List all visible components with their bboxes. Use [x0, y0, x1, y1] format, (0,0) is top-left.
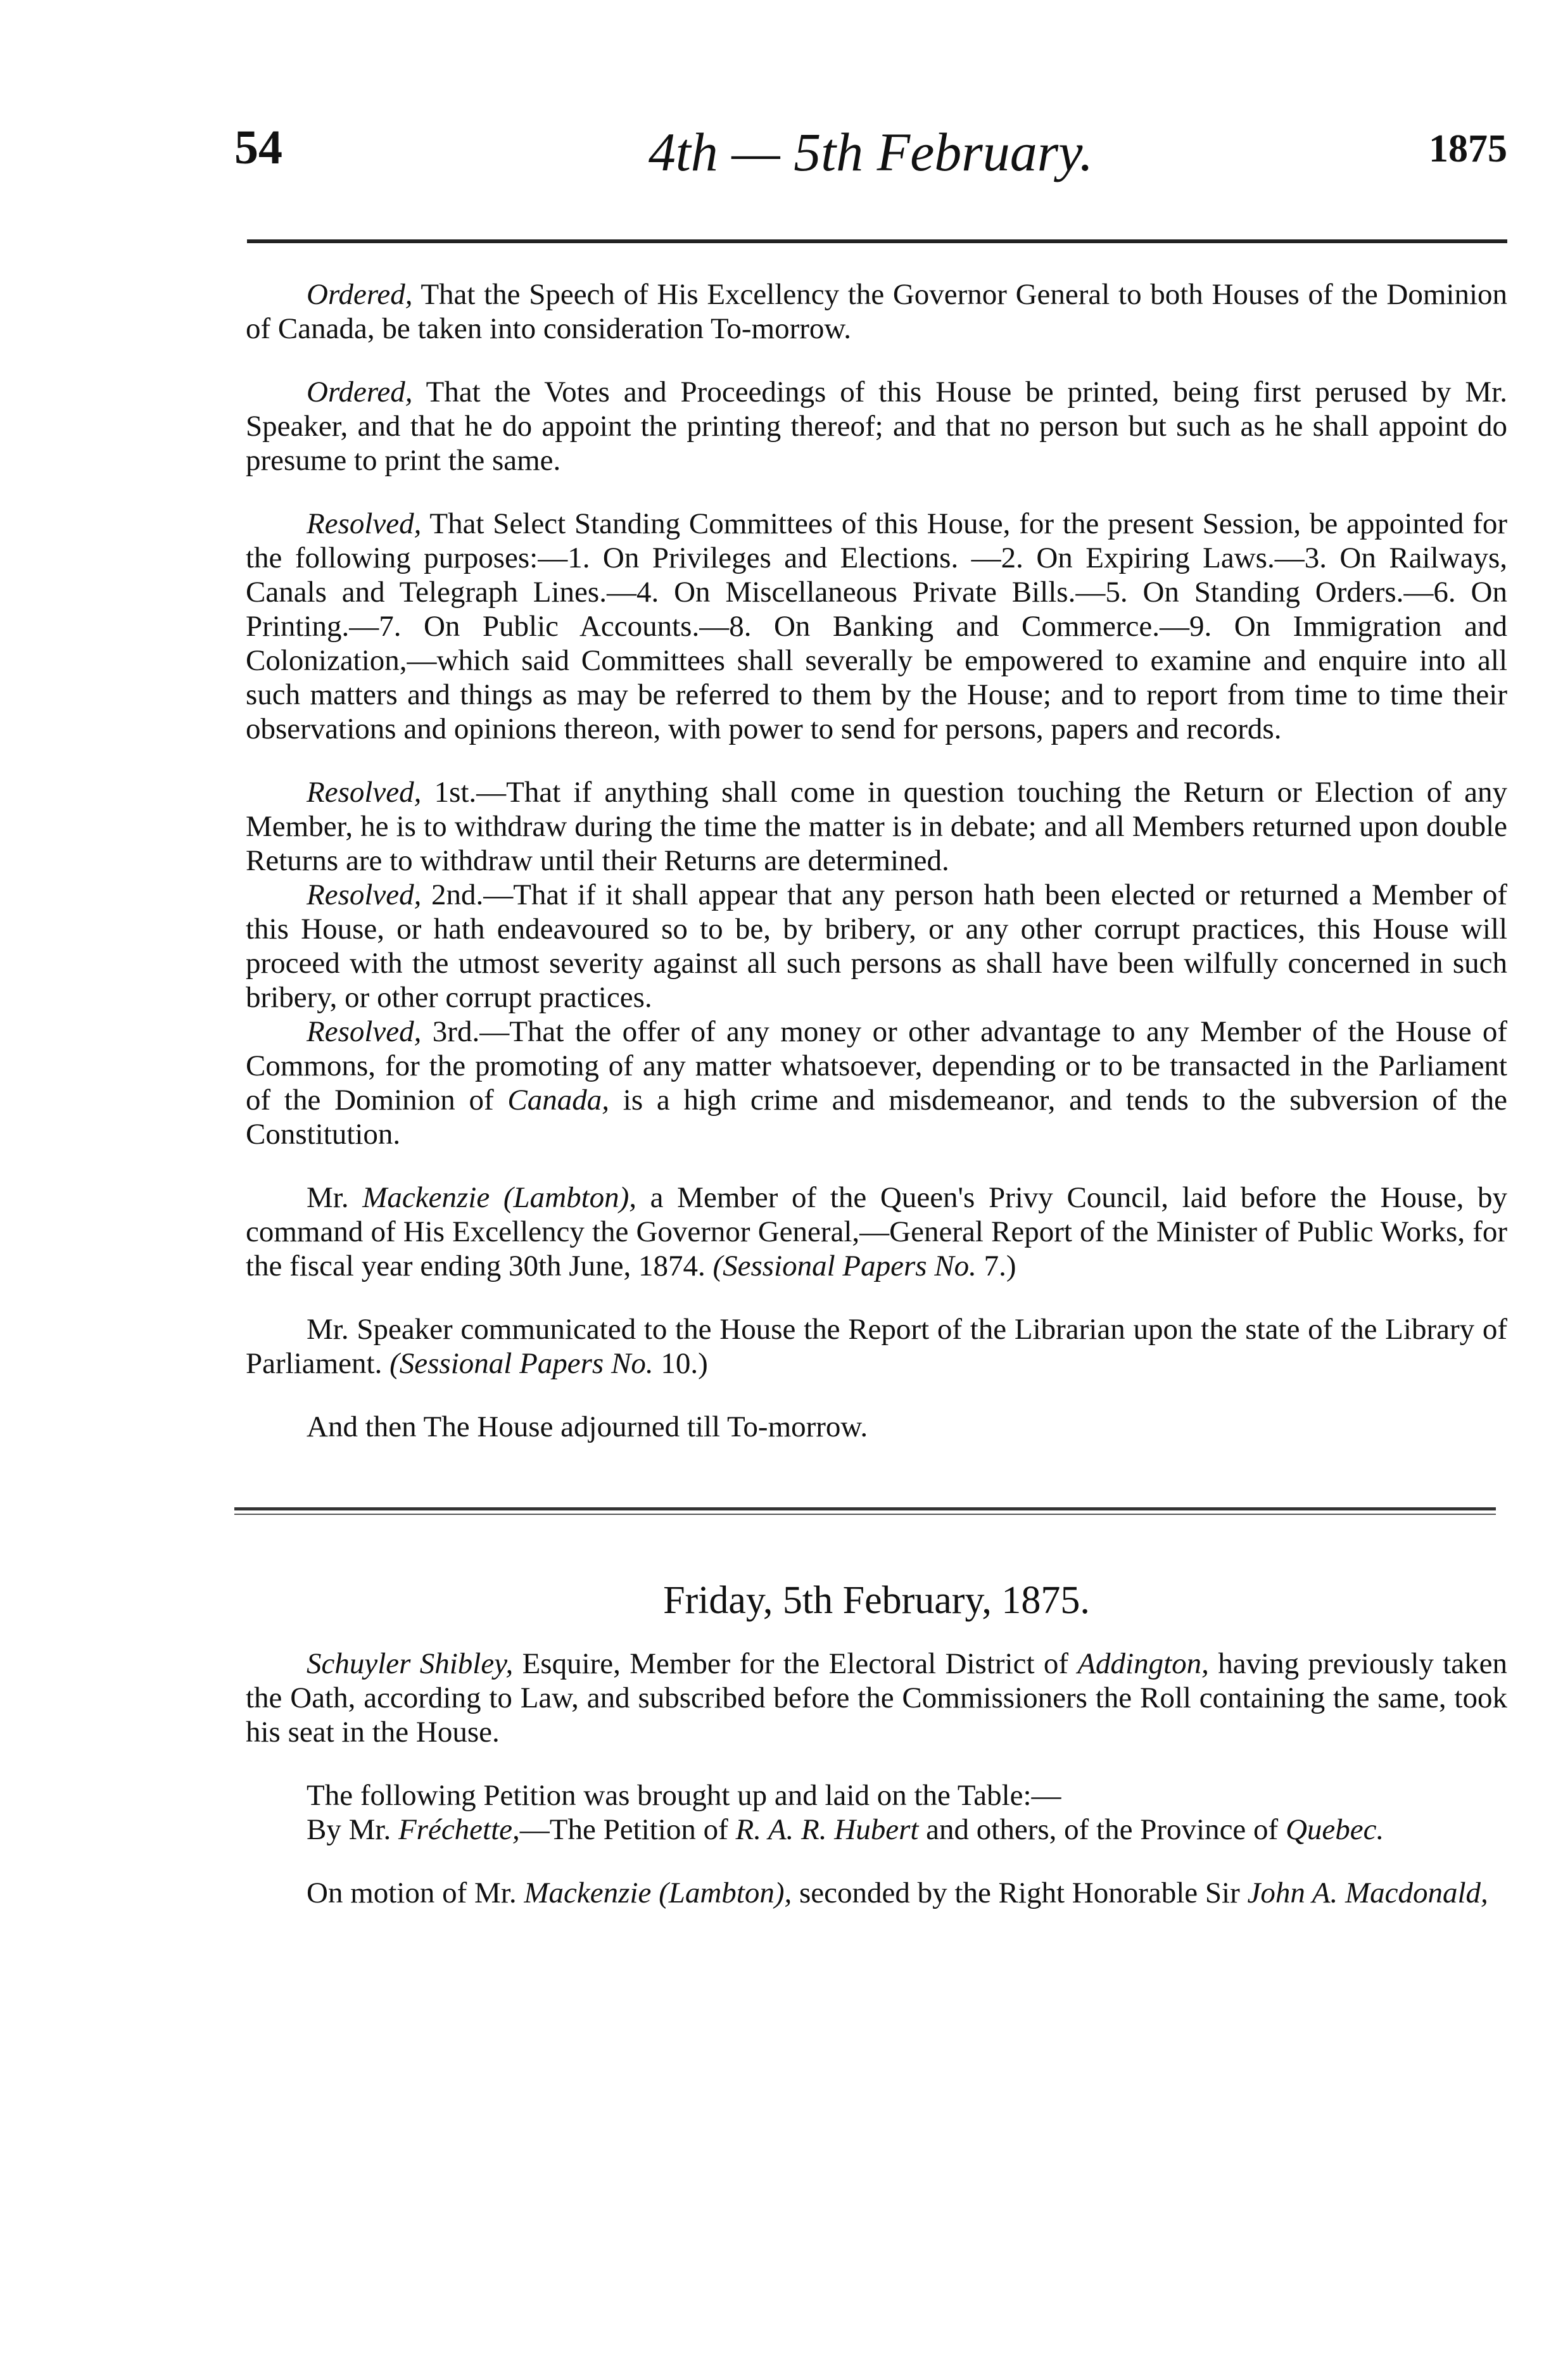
- paragraph-adjourned: And then The House adjourned till To-morrow.: [307, 1410, 868, 1443]
- page-number: 54: [234, 121, 282, 174]
- running-title: 4th — 5th February.: [648, 122, 1094, 182]
- header-rule: [247, 239, 1507, 243]
- divider-rule-top: [234, 1507, 1496, 1510]
- paragraph-petition-intro: The following Petition was brought up and laid on the Table:—: [307, 1779, 1061, 1812]
- paragraph-ordered-speech: Ordered, That the Speech of His Excellency the Governor General to both Houses of the Dominion of Canada, be taken into consideration To-morrow.: [246, 278, 1507, 345]
- paragraph-motion: On motion of Mr. Mackenzie (Lambton), seconded by the Right Honorable Sir John A. Macdonald,: [307, 1877, 1488, 1909]
- page-header: [234, 120, 1507, 190]
- divider-rule-bottom: [234, 1514, 1496, 1515]
- paragraph-report-public-works: Mr. Mackenzie (Lambton), a Member of the Queen's Privy Council, laid before the House, by command of His Excellency the Governor General,—General Report of the Minister of Public Works, for the fiscal year ending 30th June, 1874. (Sessional Papers No. 7.): [246, 1181, 1507, 1282]
- paragraph-librarian-report: Mr. Speaker communicated to the House the Report of the Librarian upon the state of the Library of Parliament. (Sessional Papers No. 10.): [246, 1313, 1507, 1380]
- section-divider: [246, 1507, 1507, 1583]
- paragraph-new-member: Schuyler Shibley, Esquire, Member for the Electoral District of Addington, having previously taken the Oath, according to Law, and subscribed before the Commissioners the Roll containing the same, took his seat in the House.: [246, 1647, 1507, 1749]
- page-body: [246, 277, 1507, 1939]
- paragraph-ordered-votes: Ordered, That the Votes and Proceedings of this House be printed, being first perused by Mr. Speaker, and that he do appoint the printing thereof; and that no person but such as he shall appoint do presume to print the same.: [246, 376, 1507, 477]
- paragraph-resolved-first: Resolved, 1st.—That if anything shall come in question touching the Return or Election of any Member, he is to withdraw during the time the matter is in debate; and all Members returned upon double Returns are to withdraw until their Returns are determined.: [246, 776, 1507, 877]
- paragraph-resolved-second: Resolved, 2nd.—That if it shall appear that any person hath been elected or returned a Member of this House, or hath endeavoured so to be, by bribery, or any other corrupt practices, this House will proceed with the utmost severity against all such persons as shall have been wilfully concerned in such bribery, or other corrupt practices.: [246, 878, 1507, 1014]
- paragraph-petition: By Mr. Fréchette,—The Petition of R. A. R. Hubert and others, of the Province of Quebec.: [307, 1813, 1384, 1846]
- header-year: 1875: [1429, 127, 1507, 170]
- paragraph-resolved-third: Resolved, 3rd.—That the offer of any money or other advantage to any Member of the House of Commons, for the promoting of any matter whatsoever, depending or to be transacted in the Parliament of the Dominion of Canada, is a high crime and misdemeanor, and tends to the subversion of the Constitution.: [246, 1015, 1507, 1151]
- day-heading: Friday, 5th February, 1875.: [663, 1579, 1090, 1622]
- paragraph-resolved-committees: Resolved, That Select Standing Committees of this House, for the present Session, be appointed for the following purposes:—1. On Privileges and Elections. —2. On Expiring Laws.—3. On Railways, Canals and Telegraph Lines.—4. On Miscellaneous Private Bills.—5. On Standing Orders.—6. On Printing.—7. On Public Accounts.—8. On Banking and Commerce.—9. On Immigration and Colonization,—which said Committees shall severally be empowered to examine and enquire into all such matters and things as may be referred to them by the House; and to report from time to time their observations and opinions thereon, with power to send for persons, papers and records.: [246, 507, 1507, 745]
